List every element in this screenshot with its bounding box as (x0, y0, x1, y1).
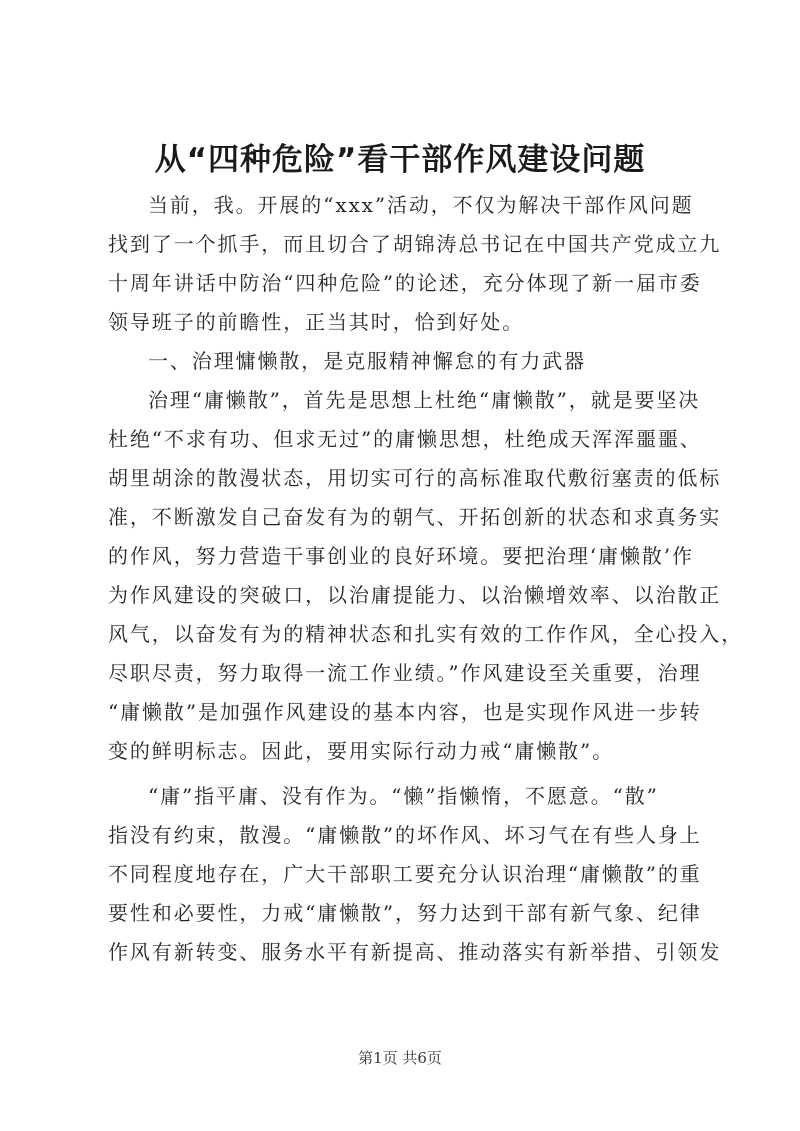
paragraph-line: 治理“庸懒散”，首先是思想上杜绝“庸懒散”，就是要坚决 (148, 388, 701, 412)
document-body (108, 186, 744, 972)
paragraph-line: 为作风建设的突破口，以治庸提能力、以治懒增效率、以治散正 (108, 583, 722, 607)
paragraph-line: 找到了一个抓手，而且切合了胡锦涛总书记在中国共产党成立九 (108, 232, 722, 256)
paragraph-line: 当前，我。开展的“xxx”活动，不仅为解决干部作风问题 (148, 193, 694, 217)
paragraph-line: 尽职尽责，努力取得一流工作业绩。”作风建设至关重要，治理 (108, 661, 702, 685)
section-heading: 一、治理慵懒散，是克服精神懈怠的有力武器 (148, 349, 586, 373)
paragraph-line: 十周年讲话中防治“四种危险”的论述，充分体现了新一届市委 (108, 271, 702, 295)
paragraph-line: 变的鲜明标志。因此，要用实际行动力戒“庸懒散”。 (108, 739, 615, 763)
paragraph-line: 的作风，努力营造干事创业的良好环境。要把治理‘庸懒散’作 (108, 544, 694, 568)
paragraph-line: 风气，以奋发有为的精神状态和扎实有效的工作作风，全心投入， (108, 622, 744, 646)
paragraph-line: 领导班子的前瞻性，正当其时，恰到好处。 (108, 310, 525, 334)
paragraph-line: 作风有新转变、服务水平有新提高、推动落实有新举措、引领发 (108, 940, 722, 964)
page-footer: 第1页 共6页 (358, 1049, 442, 1067)
paragraph-line: “庸”指平庸、没有作为。“懒”指懒惰，不愿意。“散” (148, 784, 659, 808)
document-title: 从“四种危险”看干部作风建设问题 (154, 142, 646, 178)
paragraph-line: 准，不断激发自己奋发有为的朝气、开拓创新的状态和求真务实 (108, 505, 722, 529)
paragraph-line: 指没有约束，散漫。“庸懒散”的坏作风、坏习气在有些人身上 (108, 823, 702, 847)
paragraph-line: 杜绝“不求有功、但求无过”的庸懒思想，杜绝成天浑浑噩噩、 (108, 427, 702, 451)
paragraph-line: “庸懒散”是加强作风建设的基本内容，也是实现作风进一步转 (108, 700, 702, 724)
paragraph-line: 胡里胡涂的散漫状态，用切实可行的高标准取代敷衍塞责的低标 (108, 466, 722, 490)
paragraph-line: 要性和必要性，力戒“庸懒散”，努力达到干部有新气象、纪律 (108, 901, 702, 925)
paragraph-line: 不同程度地存在，广大干部职工要充分认识治理“庸懒散”的重 (108, 862, 702, 886)
